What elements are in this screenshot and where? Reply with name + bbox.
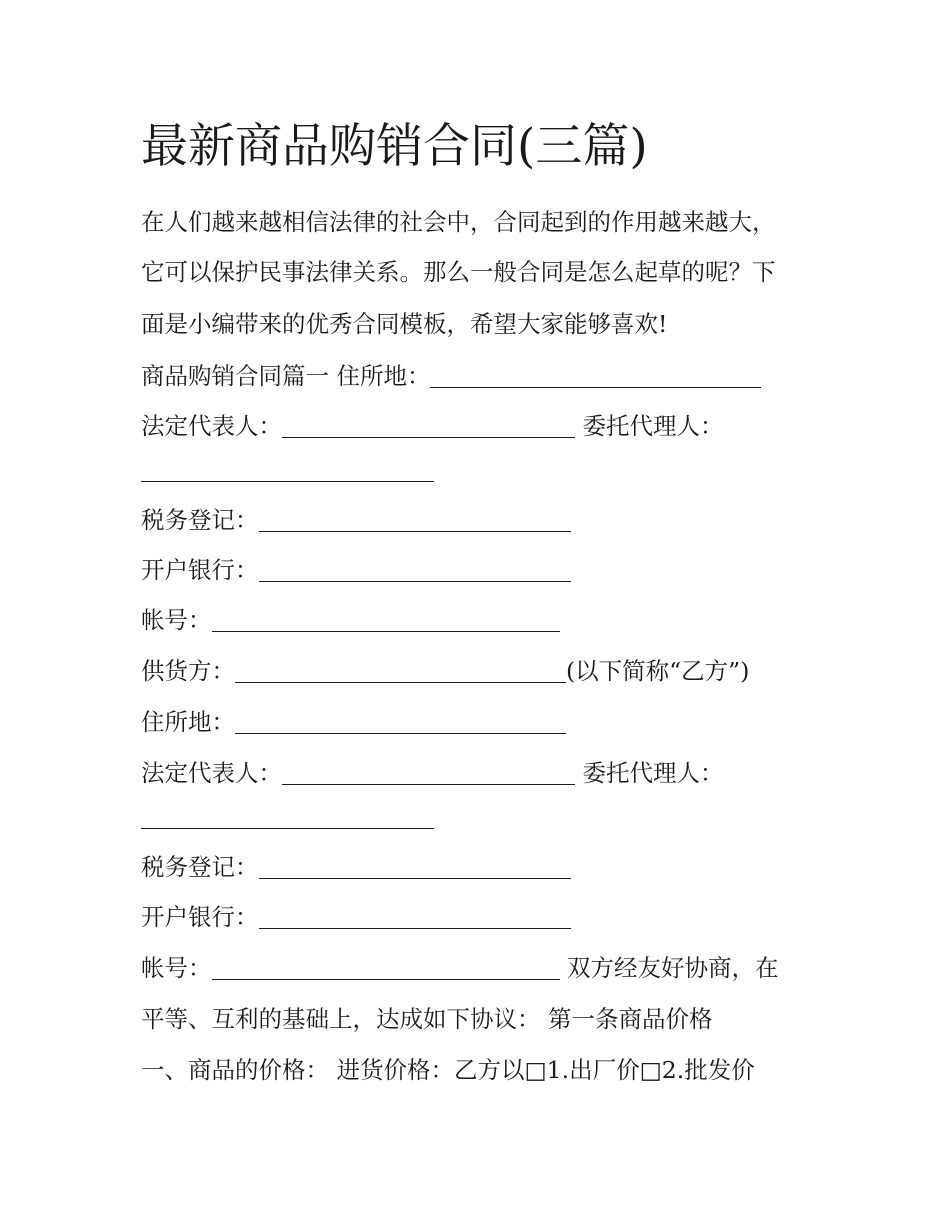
party-a-tax-row (141, 504, 571, 536)
party-a-agent-blank[interactable] (141, 459, 434, 482)
party-a-bank-blank[interactable] (259, 559, 571, 582)
party-a-account-label: 帐号： (141, 606, 212, 634)
party-b-tax-blank[interactable] (259, 856, 571, 879)
intro-line-3: 面是小编带来的优秀合同模板，希望大家能够喜欢! (141, 310, 668, 338)
party-a-legal-rep-label: 法定代表人： (141, 412, 282, 440)
party-b-supplier-blank[interactable] (235, 660, 566, 683)
document-title: 最新商品购销合同(三篇) (141, 119, 648, 174)
party-b-supplier-row (141, 655, 749, 687)
party-a-account-blank[interactable] (212, 609, 560, 632)
party-a-rep-row (141, 410, 723, 442)
party-a-legal-rep-blank[interactable] (282, 415, 575, 438)
party-a-account-row (141, 604, 560, 636)
party-b-bank-blank[interactable] (259, 906, 571, 929)
party-b-rep-row (141, 757, 723, 789)
party-b-legal-rep-label: 法定代表人： (141, 759, 282, 787)
party-b-supplier-label: 供货方： (141, 657, 235, 685)
party-b-account-row (141, 952, 778, 984)
party-b-address-blank[interactable] (235, 711, 566, 734)
closing-line-2: 一、商品的价格： 进货价格：乙方以□1.出厂价□2.批发价 (141, 1056, 755, 1084)
party-b-account-label: 帐号： (141, 954, 212, 982)
party-b-tax-label: 税务登记： (141, 853, 259, 881)
party-b-agent-blank[interactable] (141, 806, 434, 829)
intro-line-2: 它可以保护民事法律关系。那么一般合同是怎么起草的呢？下 (141, 258, 776, 286)
intro-line-1: 在人们越来越相信法律的社会中，合同起到的作用越来越大， (141, 208, 776, 236)
party-a-address-row (141, 360, 761, 392)
party-b-account-blank[interactable] (212, 957, 560, 980)
party-b-bank-label: 开户银行： (141, 903, 259, 931)
party-b-agent-label: 委托代理人： (582, 759, 724, 787)
party-a-address-blank[interactable] (430, 365, 761, 388)
party-b-tax-row (141, 851, 571, 883)
party-b-legal-rep-blank[interactable] (282, 762, 575, 785)
party-b-supplier-suffix: (以下简称“乙方”) (566, 657, 750, 685)
party-b-address-label: 住所地： (141, 708, 235, 736)
party-a-agent-row (141, 454, 434, 486)
party-b-agent-row (141, 801, 434, 833)
party-b-bank-row (141, 901, 571, 933)
party-a-section-heading: 商品购销合同篇一 住所地： (141, 362, 431, 390)
party-b-address-row (141, 706, 566, 738)
party-a-agent-label: 委托代理人： (582, 412, 724, 440)
party-a-bank-row (141, 554, 571, 586)
party-b-account-suffix: 双方经友好协商，在 (559, 954, 779, 982)
party-a-tax-blank[interactable] (259, 509, 571, 532)
closing-line-1: 平等、互利的基础上，达成如下协议： 第一条商品价格 (141, 1005, 713, 1033)
party-a-bank-label: 开户银行： (141, 556, 259, 584)
party-a-tax-label: 税务登记： (141, 506, 259, 534)
